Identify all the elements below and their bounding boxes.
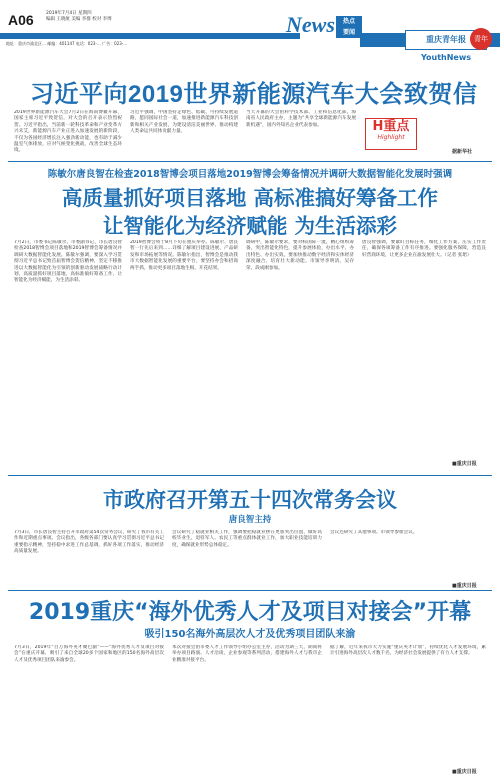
- article3-subheadline: 唐良智主持: [228, 515, 272, 525]
- article3-column-2: 会议研究了稳就业相关工作，强调要把稳就业摆在更加突出位置，做好高校毕业生、退役军人、农民工等重点群体就业工作，加大职业技能培训力度，确保就业形势总体稳定。: [172, 530, 322, 548]
- news-tag-line-2: 要闻: [342, 29, 355, 36]
- header-editors: 编辑 王晓航 美编 李群 校对 李博: [46, 17, 112, 22]
- page-header: [0, 0, 500, 62]
- article4-headline: 2019重庆“海外优秀人才及项目对接会”开幕: [28, 600, 472, 625]
- section-divider: [8, 161, 492, 162]
- section-divider: [8, 475, 492, 476]
- article3-column-1: 7月3日，市长唐良智主持召开市政府第54次常务会议，研究了我市有关工作和近期重点事项。会议指出，各级各部门要认真学习贯彻习近平总书记重要指示精神，坚持稳中求进工作总基调，抓好各项工作落实，推动经济高质量发展。: [14, 530, 164, 555]
- section-divider: [8, 590, 492, 591]
- article1-column-1: 2019世界新能源汽车大会7月2日在海南博鳌开幕，国家主席习近平致贺信，对大会的召开表示热烈祝贺。习近平指出，当前新一轮科技革命和产业变革方兴未艾，新能源汽车产业正进入加速发展的新阶段，不仅为各国经济增长注入强劲新动能，也有助于减少温室气体排放，应对气候变化挑战，改善全球生态环境。: [14, 110, 122, 154]
- header-meta: [46, 11, 166, 23]
- article3-column-3: 会议还研究了其他事项。市领导参加会议。: [330, 530, 418, 535]
- highlight-stamp: [365, 118, 417, 150]
- article1-column-4: [422, 110, 490, 148]
- article4-column-3: 据了解，近年来我市大力实施“重庆英才计划”，持续优化人才发展环境，累计引进海外高层次人才数千名，为经济社会发展提供了有力人才支撑。: [330, 645, 486, 657]
- article2-headline-line-2: 让智能化为经济赋能 为生活添彩: [102, 214, 398, 238]
- header-date: 2019年7月4日 星期四: [46, 11, 92, 16]
- article2-column-4: 唐良智强调，要紧盯目标任务，细化工作方案，压实工作责任，确保各项筹备工作有序推进。要强化服务保障，营造良好营商环境，让更多企业在渝发展壮大。（记者 张珺）: [362, 240, 486, 258]
- article2-column-2: 2019智博会将于8月下旬在重庆举办。陈敏尔、唐良智一行先后来到……详细了解项目建设进展、产品研发和市场拓展等情况。陈敏尔指出，智博会是推动我市大数据智能化发展的重要平台，要坚持办会和招商两手抓，推动更多项目落地生根、开花结果。: [130, 240, 238, 271]
- news-tag-line-1: 热点: [342, 18, 355, 25]
- article1-column-2: 习近平强调，中国坚持走绿色、低碳、可持续发展道路，愿同国际社会一道，加速推进新能源汽车科技创新和相关产业发展，为建设清洁美丽世界、推动构建人类命运共同体贡献力量。: [130, 110, 238, 135]
- stamp-subtitle: Highlight: [377, 134, 405, 141]
- article4-subheadline: 吸引150名海外高层次人才及优秀项目团队来渝: [144, 629, 356, 640]
- article1-column-3: 当天开幕的大会由科学技术部、工业和信息化部、海南省人民政府主办，主题为“共享全球新能源汽车发展新机遇”，国内外知名企业代表参加。: [246, 110, 356, 128]
- article4-column-2: 本次对接会由市委人才工作领导小组办公室主办，活动为期三天，期间将举办项目路演、人才洽谈、企业参观等系列活动，搭建海外人才与我市企业精准对接平台。: [172, 645, 322, 663]
- header-bar: [0, 33, 300, 39]
- article2-source: ■重庆日报: [452, 461, 477, 467]
- article3-headline: 市政府召开第五十四次常务会议: [103, 488, 397, 512]
- brand-logo-icon: 青年: [470, 28, 492, 50]
- article2-lead-title: 陈敏尔唐良智在检查2018智博会项目落地2019智博会筹备情况并调研大数据智能化发展时强调: [47, 169, 453, 180]
- header-contact-line: 地址：重庆市渝北区… 邮编：401147 电话：023-… 广告：023-…: [6, 41, 128, 46]
- article1-source: 据新华社: [452, 149, 473, 155]
- article2-column-1: 7月2日，市委书记陈敏尔，市委副书记、市长唐良智检查2018智博会项目落地和2019智博会筹备情况并调研大数据智能化发展。陈敏尔强调，要深入学习贯彻习近平总书记致首届智博会贺信精神，坚定不移推进以大数据智能化为引领的创新驱动发展战略行动计划，高质量抓好项目落地，高标准搞好筹备工作，让智能化为经济赋能、为生活添彩。: [14, 240, 122, 284]
- article1-headline: 习近平向2019世界新能源汽车大会致贺信: [30, 81, 478, 108]
- article2-column-3: 调研中，陈敏尔要求，要对标国际一流，精心组织筹备，突出智能化特色，提升参展体验，办出水平、办出特色、办出实效。要加快推动数字经济和实体经济深度融合，培育壮大新动能。市领导李明清、吴存荣、段成刚参加。: [246, 240, 354, 271]
- article2-headline-line-1: 高质量抓好项目落地 高标准搞好筹备工作: [61, 186, 439, 210]
- page-number: A06: [8, 12, 34, 28]
- stamp-title: H重点: [372, 119, 410, 134]
- newspaper-brand: 重庆青年报YouthNews: [405, 30, 487, 50]
- news-section-label: News: [286, 12, 335, 37]
- article3-source: ■重庆日报: [452, 583, 477, 589]
- article4-source: ■重庆日报: [452, 769, 477, 775]
- news-section-tag: [336, 16, 362, 38]
- article4-column-1: 7月3日，2019年“百万海外英才聚巴渝”——“海外优秀人才及项目对接会”在重庆开幕，吸引了来自全球20多个国家和地区的150名海外高层次人才及优秀项目团队来渝参会。: [14, 645, 164, 663]
